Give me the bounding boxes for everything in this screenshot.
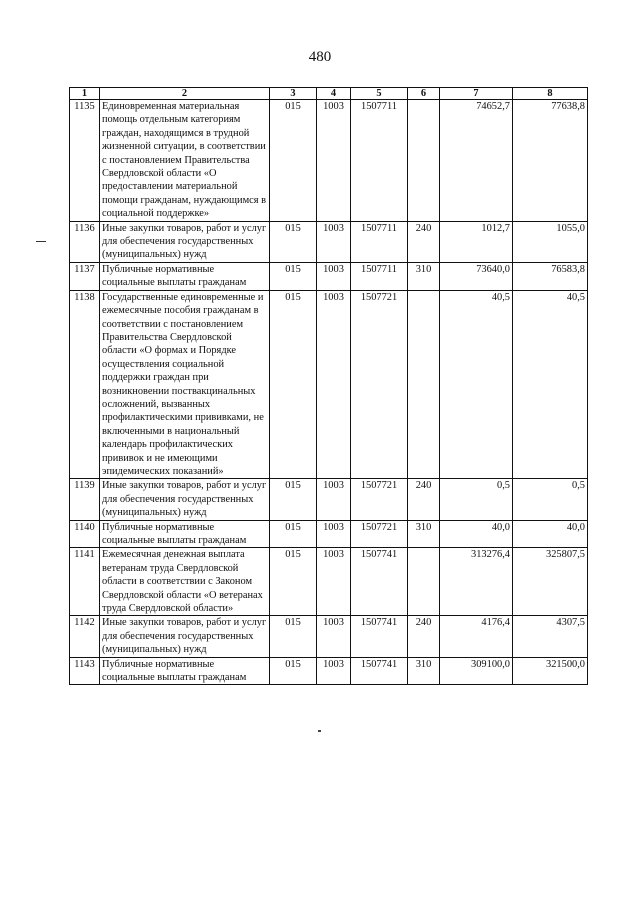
row-code-3: 015 bbox=[270, 548, 317, 616]
row-code-5: 1507721 bbox=[351, 479, 408, 520]
row-amount-7: 4176,4 bbox=[440, 616, 513, 657]
row-amount-7: 74652,7 bbox=[440, 100, 513, 222]
table-row bbox=[70, 520, 588, 548]
row-number: 1137 bbox=[70, 262, 100, 290]
row-code-5: 1507741 bbox=[351, 657, 408, 685]
header-col-8: 8 bbox=[513, 88, 588, 100]
table-row bbox=[70, 262, 588, 290]
row-amount-8: 76583,8 bbox=[513, 262, 588, 290]
header-col-3: 3 bbox=[270, 88, 317, 100]
row-code-6: 240 bbox=[408, 221, 440, 262]
header-col-4: 4 bbox=[317, 88, 351, 100]
row-amount-7: 40,5 bbox=[440, 290, 513, 479]
row-code-4: 1003 bbox=[317, 290, 351, 479]
row-amount-8: 40,0 bbox=[513, 520, 588, 548]
row-number: 1138 bbox=[70, 290, 100, 479]
header-col-2: 2 bbox=[100, 88, 270, 100]
row-amount-8: 1055,0 bbox=[513, 221, 588, 262]
row-amount-8: 4307,5 bbox=[513, 616, 588, 657]
row-code-3: 015 bbox=[270, 100, 317, 222]
table-row bbox=[70, 616, 588, 657]
row-number: 1139 bbox=[70, 479, 100, 520]
row-code-5: 1507741 bbox=[351, 616, 408, 657]
row-code-5: 1507721 bbox=[351, 520, 408, 548]
row-amount-7: 313276,4 bbox=[440, 548, 513, 616]
row-amount-7: 1012,7 bbox=[440, 221, 513, 262]
table-row bbox=[70, 221, 588, 262]
table-header-row bbox=[70, 88, 588, 100]
row-code-6: 310 bbox=[408, 520, 440, 548]
row-amount-8: 77638,8 bbox=[513, 100, 588, 222]
row-description: Государственные единовременные и ежемесячные пособия гражданам в соответствии с постановлением Правительства Свердловской области «О формах и Порядке осуществления социальной поддержки граждан при возникновении поствакцинальных осложнений, вызванных профилактическими прививками, не включенными в национальный календарь профилактических прививок и не имеющими эпидемических показаний» bbox=[100, 290, 270, 479]
row-code-4: 1003 bbox=[317, 616, 351, 657]
row-amount-8: 0,5 bbox=[513, 479, 588, 520]
header-col-6: 6 bbox=[408, 88, 440, 100]
row-number: 1143 bbox=[70, 657, 100, 685]
row-description: Иные закупки товаров, работ и услуг для обеспечения государственных (муниципальных) нужд bbox=[100, 616, 270, 657]
row-code-6: 310 bbox=[408, 262, 440, 290]
row-code-3: 015 bbox=[270, 290, 317, 479]
row-code-6 bbox=[408, 290, 440, 479]
table-row bbox=[70, 657, 588, 685]
row-code-4: 1003 bbox=[317, 520, 351, 548]
table-row bbox=[70, 290, 588, 479]
row-code-6: 240 bbox=[408, 616, 440, 657]
row-code-5: 1507711 bbox=[351, 100, 408, 222]
row-code-3: 015 bbox=[270, 520, 317, 548]
table-row bbox=[70, 548, 588, 616]
row-number: 1142 bbox=[70, 616, 100, 657]
row-amount-7: 40,0 bbox=[440, 520, 513, 548]
row-code-6 bbox=[408, 100, 440, 222]
row-code-4: 1003 bbox=[317, 221, 351, 262]
row-amount-8: 325807,5 bbox=[513, 548, 588, 616]
row-description: Единовременная материальная помощь отдельным категориям граждан, находящимся в трудной жизненной ситуации, в соответствии с постановлением Правительства Свердловской области «О предоставлении материальной помощи гражданам, нуждающимся в социальной поддержке» bbox=[100, 100, 270, 222]
row-amount-8: 40,5 bbox=[513, 290, 588, 479]
row-code-4: 1003 bbox=[317, 100, 351, 222]
row-code-4: 1003 bbox=[317, 262, 351, 290]
row-code-4: 1003 bbox=[317, 548, 351, 616]
row-code-3: 015 bbox=[270, 479, 317, 520]
row-code-6: 310 bbox=[408, 657, 440, 685]
row-code-6 bbox=[408, 548, 440, 616]
row-number: 1135 bbox=[70, 100, 100, 222]
row-description: Ежемесячная денежная выплата ветеранам труда Свердловской области в соответствии с Законом Свердловской области «О ветеранах труда Свердловской области» bbox=[100, 548, 270, 616]
header-col-1: 1 bbox=[70, 88, 100, 100]
row-code-3: 015 bbox=[270, 221, 317, 262]
row-code-3: 015 bbox=[270, 616, 317, 657]
row-number: 1140 bbox=[70, 520, 100, 548]
row-amount-8: 321500,0 bbox=[513, 657, 588, 685]
row-code-3: 015 bbox=[270, 262, 317, 290]
row-code-5: 1507711 bbox=[351, 262, 408, 290]
row-description: Публичные нормативные социальные выплаты гражданам bbox=[100, 262, 270, 290]
row-amount-7: 73640,0 bbox=[440, 262, 513, 290]
margin-dash bbox=[36, 241, 46, 242]
table-row bbox=[70, 479, 588, 520]
table-row bbox=[70, 100, 588, 222]
row-description: Публичные нормативные социальные выплаты гражданам bbox=[100, 657, 270, 685]
row-description: Иные закупки товаров, работ и услуг для обеспечения государственных (муниципальных) нужд bbox=[100, 221, 270, 262]
row-code-5: 1507711 bbox=[351, 221, 408, 262]
row-number: 1136 bbox=[70, 221, 100, 262]
row-code-5: 1507721 bbox=[351, 290, 408, 479]
page-number: 480 bbox=[308, 49, 332, 65]
row-amount-7: 309100,0 bbox=[440, 657, 513, 685]
row-code-4: 1003 bbox=[317, 479, 351, 520]
header-col-7: 7 bbox=[440, 88, 513, 100]
header-col-5: 5 bbox=[351, 88, 408, 100]
row-code-4: 1003 bbox=[317, 657, 351, 685]
row-code-6: 240 bbox=[408, 479, 440, 520]
row-number: 1141 bbox=[70, 548, 100, 616]
row-code-5: 1507741 bbox=[351, 548, 408, 616]
row-amount-7: 0,5 bbox=[440, 479, 513, 520]
row-code-3: 015 bbox=[270, 657, 317, 685]
scan-speck bbox=[318, 730, 321, 732]
row-description: Публичные нормативные социальные выплаты гражданам bbox=[100, 520, 270, 548]
budget-table bbox=[69, 87, 588, 685]
row-description: Иные закупки товаров, работ и услуг для обеспечения государственных (муниципальных) нужд bbox=[100, 479, 270, 520]
